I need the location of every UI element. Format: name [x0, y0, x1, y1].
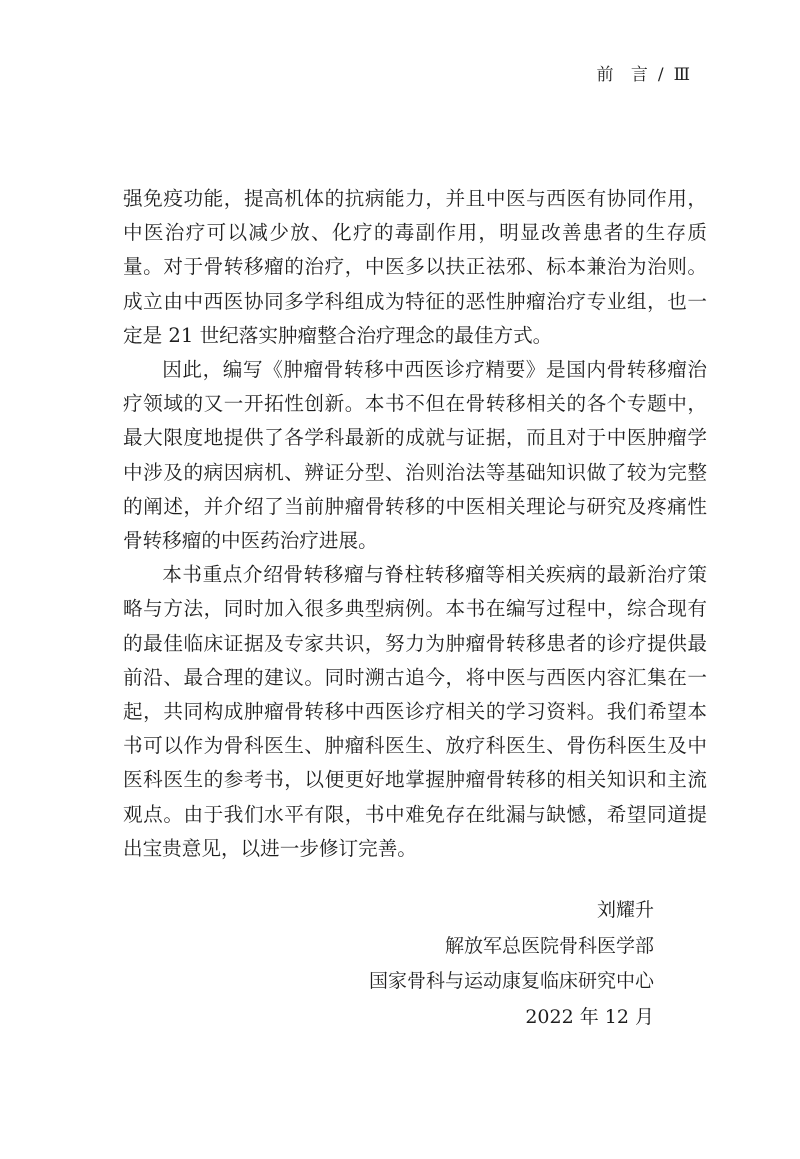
paragraph-book-focus: 本书重点介绍骨转移瘤与脊柱转移瘤等相关疾病的最新治疗策略与方法，同时加入很多典型病例。本书在编写过程中，综合现有的最佳临床证据及专家共识，努力为肿瘤骨转移患者的诊疗提供最前沿、最合理的建议。同时溯古追今，将中医与西医内容汇集在一起，共同构成肿瘤骨转移中西医诊疗相关的学习资料。我们希望本书可以作为骨科医生、肿瘤科医生、放疗科医生、骨伤科医生及中医科医生的参考书，以便更好地掌握肿瘤骨转移的相关知识和主流观点。由于我们水平有限，书中难免存在纰漏与缺憾，希望同道提出宝贵意见，以进一步修订完善。: [123, 563, 707, 860]
header-separator: /: [657, 65, 670, 85]
preface-body: [123, 182, 707, 866]
signature-block: [369, 893, 654, 1035]
author-name: 刘耀升: [596, 899, 654, 921]
signature-date: 2022 年 12 月: [525, 1005, 654, 1028]
author-department: 解放军总医院骨科医学部: [444, 934, 654, 957]
section-title: 前 言: [596, 65, 654, 85]
page-number: Ⅲ: [673, 65, 696, 85]
author-center: 国家骨科与运动康复临床研究中心: [368, 970, 654, 992]
paragraph-continued: 强免疫功能，提高机体的抗病能力，并且中医与西医有协同作用，中医治疗可以减少放、化疗的毒副作用，明显改善患者的生存质量。对于骨转移瘤的治疗，中医多以扶正祛邪、标本兼治为治则。成立由中西医协同多学科组成为特征的恶性肿瘤治疗专业组，也一定是 21 世纪落实肿瘤整合治疗理念的最佳方式。: [123, 187, 707, 347]
running-header: [596, 60, 696, 85]
paragraph-book-overview: 因此，编写《肿瘤骨转移中西医诊疗精要》是国内骨转移瘤治疗领域的又一开拓性创新。本书不但在骨转移相关的各个专题中，最大限度地提供了各学科最新的成就与证据，而且对于中医肿瘤学中涉及的病因病机、辨证分型、治则治法等基础知识做了较为完整的阐述，并介绍了当前肿瘤骨转移的中医相关理论与研究及疼痛性骨转移瘤的中医药治疗进展。: [123, 358, 707, 553]
